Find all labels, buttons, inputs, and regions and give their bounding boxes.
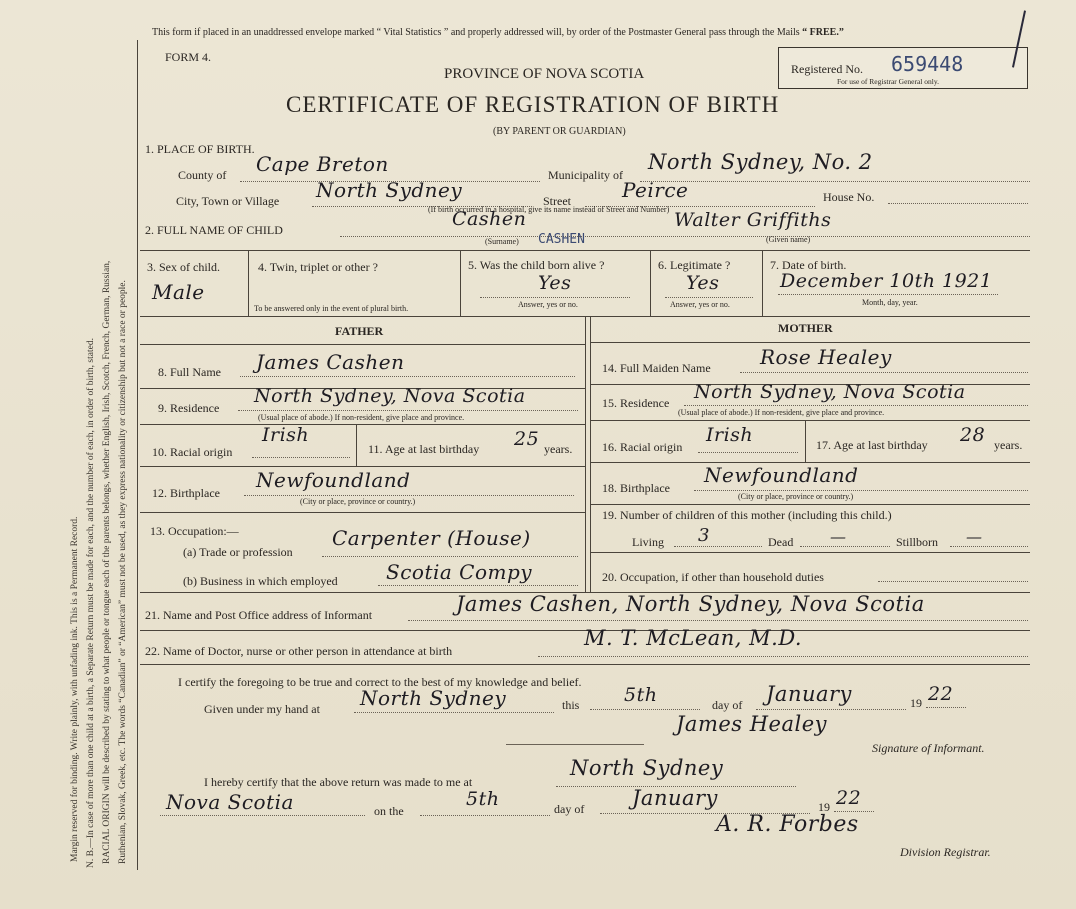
child-surname-stamp: CASHEN bbox=[538, 232, 585, 247]
father-racial-value: Irish bbox=[262, 424, 310, 446]
given-year-value: 22 bbox=[928, 683, 954, 705]
mother-racial-label: 16. Racial origin bbox=[602, 440, 683, 454]
registrar-text: I hereby certify that the above return was made to me at bbox=[204, 775, 473, 789]
father-name-value: James Cashen bbox=[256, 350, 405, 374]
postal-notice: This form if placed in an unaddressed envelope marked “ Vital Statistics ” and properly addressed will, by order of the Postmaster General pass through the Mails “ FREE.” bbox=[152, 27, 844, 38]
father-name-label: 8. Full Name bbox=[158, 365, 221, 379]
dead-label: Dead bbox=[768, 535, 794, 549]
father-residence-label: 9. Residence bbox=[158, 401, 220, 415]
on-the-label: on the bbox=[374, 804, 404, 818]
doctor-label: 22. Name of Doctor, nurse or other person in attendance at birth bbox=[145, 644, 453, 658]
form-number: FORM 4. bbox=[165, 50, 212, 64]
mother-name-value: Rose Healey bbox=[760, 345, 892, 369]
street-value: Peirce bbox=[622, 178, 689, 202]
birth-date-note: Month, day, year. bbox=[862, 298, 918, 307]
county-label: County of bbox=[178, 168, 227, 182]
mother-racial-value: Irish bbox=[706, 424, 754, 446]
page-subtitle: (BY PARENT OR GUARDIAN) bbox=[493, 126, 626, 137]
registered-label: Registered No. bbox=[791, 62, 863, 76]
alive-value: Yes bbox=[538, 272, 572, 294]
street-label: Street bbox=[543, 194, 571, 208]
registrar-year-value: 22 bbox=[836, 787, 862, 809]
registrar-place-value: North Sydney bbox=[570, 756, 724, 780]
registrar-use-note: For use of Registrar General only. bbox=[837, 77, 939, 86]
house-number-label: House No. bbox=[823, 190, 875, 204]
legitimate-label: 6. Legitimate ? bbox=[658, 258, 731, 272]
registered-number: 659448 bbox=[891, 52, 964, 76]
given-month-value: January bbox=[766, 682, 852, 706]
mother-residence-value: North Sydney, Nova Scotia bbox=[694, 381, 966, 403]
county-value: Cape Breton bbox=[256, 152, 389, 176]
father-racial-label: 10. Racial origin bbox=[152, 445, 233, 459]
province-heading: PROVINCE OF NOVA SCOTIA bbox=[444, 66, 645, 82]
margin-note-binding: Margin reserved for binding. Write plainly, with unfading ink. This is a Permanent Record. bbox=[70, 516, 80, 862]
registrar-title: Division Registrar. bbox=[900, 845, 991, 859]
registrar-day-value: 5th bbox=[466, 788, 500, 810]
mother-residence-label: 15. Residence bbox=[602, 396, 670, 410]
city-label: City, Town or Village bbox=[176, 194, 280, 208]
this-label: this bbox=[562, 698, 580, 712]
birth-date-value: December 10th 1921 bbox=[780, 270, 993, 292]
surname-note: (Surname) bbox=[485, 237, 519, 246]
registrar-place2-value: Nova Scotia bbox=[166, 790, 294, 814]
dead-value: — bbox=[830, 527, 847, 546]
sex-value: Male bbox=[152, 280, 205, 304]
mother-age-label: 17. Age at last birthday bbox=[816, 438, 928, 452]
registered-box bbox=[778, 47, 1028, 89]
child-surname: Cashen bbox=[452, 208, 527, 230]
municipality-value: North Sydney, No. 2 bbox=[648, 150, 873, 174]
given-under-label: Given under my hand at bbox=[204, 702, 320, 716]
given-year-printed: 19 bbox=[910, 696, 922, 710]
hospital-note: (If birth occurred in a hospital, give its name instead of Street and Number) bbox=[428, 205, 670, 214]
given-name-note: (Given name) bbox=[766, 235, 811, 244]
stillborn-value: — bbox=[966, 527, 983, 546]
children-count-label: 19. Number of children of this mother (including this child.) bbox=[602, 508, 892, 522]
margin-note-racial-2: Ruthenian, Slovak, Greek, etc. The words “Canadian” or “American” must not be used, as they express nationality or citizenship but not a race or people. bbox=[118, 280, 128, 864]
mother-age-value: 28 bbox=[960, 424, 986, 446]
legitimate-note: Answer, yes or no. bbox=[670, 300, 730, 309]
sex-label: 3. Sex of child. bbox=[147, 260, 220, 274]
father-birthplace-label: 12. Birthplace bbox=[152, 486, 220, 500]
informant-value: James Cashen, North Sydney, Nova Scotia bbox=[456, 592, 925, 616]
given-day-value: 5th bbox=[624, 684, 658, 706]
father-age-value: 25 bbox=[514, 428, 540, 450]
registrar-month-value: January bbox=[632, 786, 718, 810]
registrar-signature: A. R. Forbes bbox=[716, 812, 859, 837]
stillborn-label: Stillborn bbox=[896, 535, 939, 549]
father-residence-note: (Usual place of abode.) If non-resident, give place and province. bbox=[258, 413, 465, 422]
mother-residence-note: (Usual place of abode.) If non-resident, give place and province. bbox=[678, 408, 885, 417]
margin-note-racial: RACIAL ORIGIN will be described by stating to what people or tongue each of the parents belongs, whether English, Irish, Scotch, French, German, Russian, bbox=[102, 260, 112, 864]
father-heading: FATHER bbox=[335, 324, 384, 338]
mother-heading: MOTHER bbox=[778, 321, 833, 335]
father-birthplace-note: (City or place, province or country.) bbox=[300, 497, 416, 506]
birth-date-label: 7. Date of birth. bbox=[770, 258, 847, 272]
registrar-year-printed: 19 bbox=[818, 800, 830, 814]
mother-age-unit: years. bbox=[994, 438, 1023, 452]
father-birthplace-value: Newfoundland bbox=[256, 468, 411, 492]
certify-text: I certify the foregoing to be true and correct to the best of my knowledge and belief. bbox=[178, 675, 582, 689]
living-value: 3 bbox=[698, 525, 710, 546]
alive-note: Answer, yes or no. bbox=[518, 300, 578, 309]
twin-note: To be answered only in the event of plural birth. bbox=[254, 304, 409, 313]
informant-signature-label: Signature of Informant. bbox=[872, 741, 985, 755]
father-age-label: 11. Age at last birthday bbox=[368, 442, 480, 456]
municipality-label: Municipality of bbox=[548, 168, 623, 182]
doctor-value: M. T. McLean, M.D. bbox=[584, 626, 803, 650]
city-value: North Sydney bbox=[316, 178, 463, 202]
twin-label: 4. Twin, triplet or other ? bbox=[258, 260, 378, 274]
mother-name-label: 14. Full Maiden Name bbox=[602, 361, 711, 375]
father-occupation-label: 13. Occupation:— bbox=[150, 524, 239, 538]
trade-label: (a) Trade or profession bbox=[183, 545, 293, 559]
father-age-unit: years. bbox=[544, 442, 573, 456]
margin-note-nb: N. B.—In case of more than one child at a birth, a Separate Return must be made for each, and the number of each, in order of birth, stated. bbox=[86, 338, 96, 868]
mother-birthplace-value: Newfoundland bbox=[704, 463, 859, 487]
alive-label: 5. Was the child born alive ? bbox=[468, 258, 605, 272]
trade-value: Carpenter (House) bbox=[332, 526, 531, 550]
mother-birthplace-note: (City or place, province or country.) bbox=[738, 492, 854, 501]
mother-occupation-label: 20. Occupation, if other than household duties bbox=[602, 570, 824, 584]
child-given-name: Walter Griffiths bbox=[674, 209, 832, 231]
given-dayof-label: day of bbox=[712, 698, 743, 712]
business-label: (b) Business in which employed bbox=[183, 574, 338, 588]
business-value: Scotia Compy bbox=[386, 560, 533, 584]
father-residence-value: North Sydney, Nova Scotia bbox=[254, 385, 526, 407]
registrar-dayof-label: day of bbox=[554, 802, 585, 816]
given-place-value: North Sydney bbox=[360, 686, 507, 710]
informant-label: 21. Name and Post Office address of Informant bbox=[145, 608, 373, 622]
page-title: CERTIFICATE OF REGISTRATION OF BIRTH bbox=[286, 92, 780, 117]
place-of-birth-label: 1. PLACE OF BIRTH. bbox=[145, 142, 255, 156]
living-label: Living bbox=[632, 535, 664, 549]
legitimate-value: Yes bbox=[686, 272, 720, 294]
mother-birthplace-label: 18. Birthplace bbox=[602, 481, 670, 495]
child-name-label: 2. FULL NAME OF CHILD bbox=[145, 223, 283, 237]
informant-signature: James Healey bbox=[676, 712, 828, 736]
